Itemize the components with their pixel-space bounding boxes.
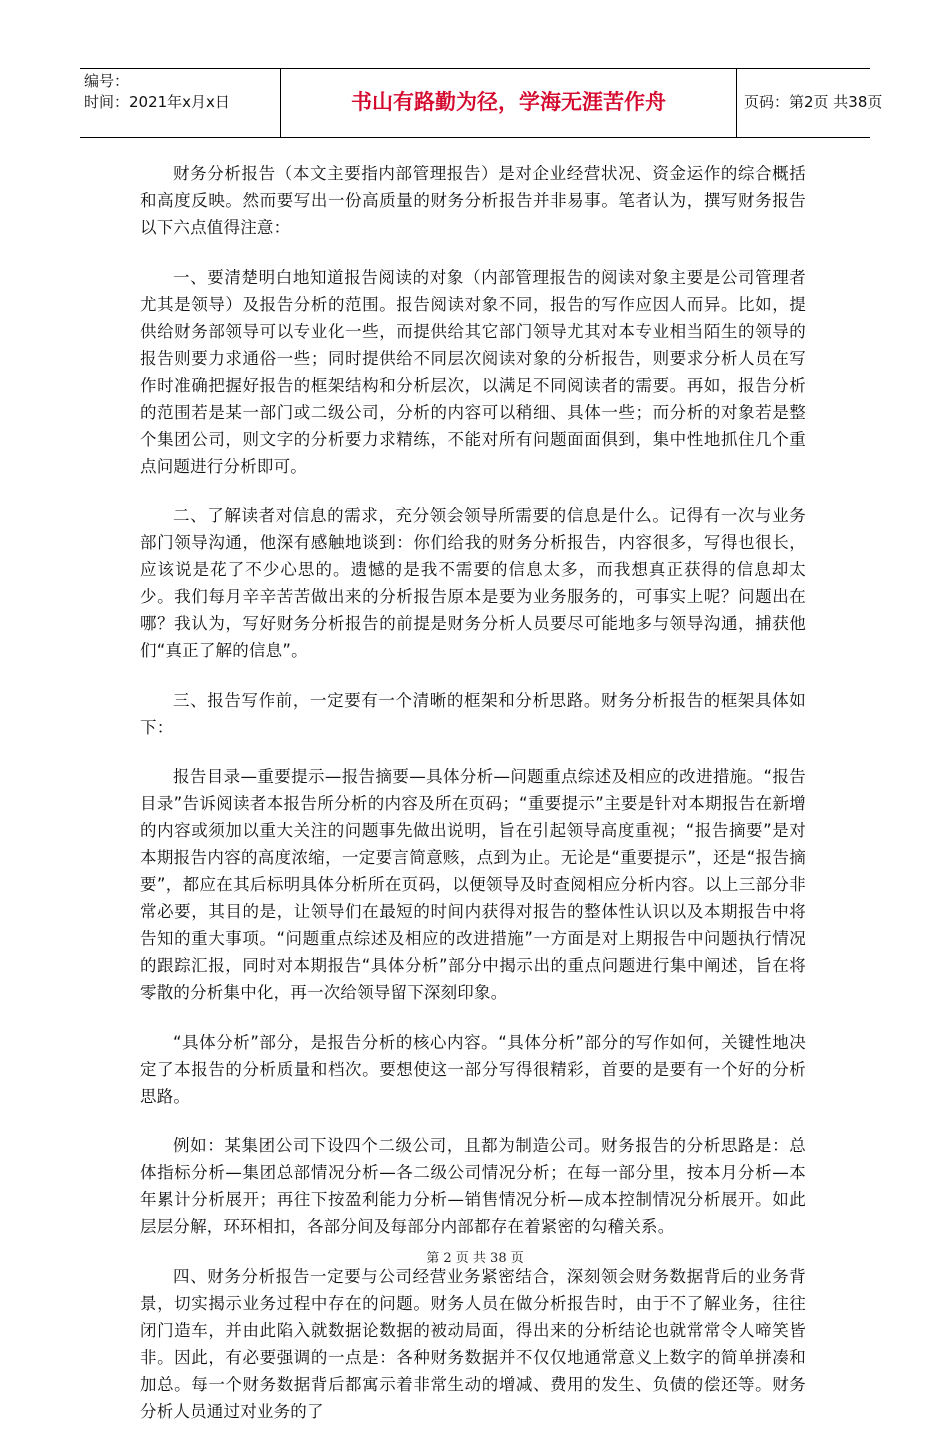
footer-page-number: 第 2 页 共 38 页 <box>426 1251 524 1266</box>
paragraph: 三、报告写作前，一定要有一个清晰的框架和分析思路。财务分析报告的框架具体如下： <box>140 690 806 737</box>
header-meta-cell <box>80 69 280 137</box>
document-number-label: 编号： <box>84 72 130 90</box>
paragraph: 例如：某集团公司下设四个二级公司，且都为制造公司。财务报告的分析思路是：总体指标分析—集团总部情况分析—各二级公司情况分析；在每一部分里，按本月分析—本年累计分析展开；再往下按盈利能力分析—销售情况分析—成本控制情况分析展开。如此层层分解，环环相扣，各部分间及每部分内部都存在着紧密的勾稽关系。 <box>140 1136 806 1236</box>
header-motto-cell <box>280 69 737 137</box>
header-page-cell <box>736 69 883 137</box>
paragraph: 一、要清楚明白地知道报告阅读的对象（内部管理报告的阅读对象主要是公司管理者尤其是领导）及报告分析的范围。报告阅读对象不同，报告的写作应因人而异。比如，提供给财务部领导可以专业化一些，而提供给其它部门领导尤其对本专业相当陌生的领导的报告则要力求通俗一些；同时提供给不同层次阅读对象的分析报告，则要求分析人员在写作时准确把握好报告的框架结构和分析层次，以满足不同阅读者的需要。再如，报告分析的范围若是某一部门或二级公司，分析的内容可以稍细、具体一些；而分析的对象若是整个集团公司，则文字的分析要力求精练，不能对所有问题面面俱到，集中性地抓住几个重点问题进行分析即可。 <box>140 267 806 476</box>
header-page-info: 页码：第2页 共38页 <box>744 93 883 111</box>
paragraph: 财务分析报告（本文主要指内部管理报告）是对企业经营状况、资金运作的综合概括和高度反映。然而要写出一份高质量的财务分析报告并非易事。笔者认为，撰写财务报告以下六点值得注意： <box>140 164 806 237</box>
paragraph: 报告目录—重要提示—报告摘要—具体分析—问题重点综述及相应的改进措施。“报告目录”告诉阅读者本报告所分析的内容及所在页码；“重要提示”主要是针对本期报告在新增的内容或须加以重大关注的问题事先做出说明，旨在引起领导高度重视；“报告摘要”是对本期报告内容的高度浓缩，一定要言简意赅，点到为止。无论是“重要提示”，还是“报告摘要”，都应在其后标明具体分析所在页码，以便领导及时查阅相应分析内容。以上三部分非常必要，其目的是，让领导们在最短的时间内获得对报告的整体性认识以及本期报告中将告知的重大事项。“问题重点综述及相应的改进措施”一方面是对上期报告中问题执行情况的跟踪汇报，同时对本期报告“具体分析”部分中揭示出的重点问题进行集中阐述，旨在将零散的分析集中化，再一次给领导留下深刻印象。 <box>140 767 806 1002</box>
paragraph: 四、财务分析报告一定要与公司经营业务紧密结合，深刻领会财务数据背后的业务背景，切实揭示业务过程中存在的问题。财务人员在做分析报告时，由于不了解业务，往往闭门造车，并由此陷入就数据论数据的被动局面，得出来的分析结论也就常常令人啼笑皆非。因此，有必要强调的一点是：各种财务数据并不仅仅地通常意义上数字的简单拼凑和加总。每一个财务数据背后都寓示着非常生动的增减、费用的发生、负债的偿还等。财务分析人员通过对业务的了 <box>140 1266 806 1421</box>
paragraph: “具体分析”部分，是报告分析的核心内容。“具体分析”部分的写作如何，关键性地决定了本报告的分析质量和档次。要想使这一部分写得很精彩，首要的是要有一个好的分析思路。 <box>140 1032 806 1106</box>
header-table <box>80 68 883 138</box>
motto-text: 书山有路勤为径，学海无涯苦作舟 <box>351 90 666 114</box>
document-time-label: 时间：2021年x月x日 <box>84 93 230 111</box>
paragraph: 二、了解读者对信息的需求，充分领会领导所需要的信息是什么。记得有一次与业务部门领导沟通，他深有感触地谈到：你们给我的财务分析报告，内容很多，写得也很长，应该说是花了不少心思的。遗憾的是我不需要的信息太多，而我想真正获得的信息却太少。我们每月辛辛苦苦做出来的分析报告原本是要为业务服务的，可事实上呢？问题出在哪？我认为，写好财务分析报告的前提是财务分析人员要尽可能地多与领导沟通，捕获他们“真正了解的信息”。 <box>140 506 806 660</box>
